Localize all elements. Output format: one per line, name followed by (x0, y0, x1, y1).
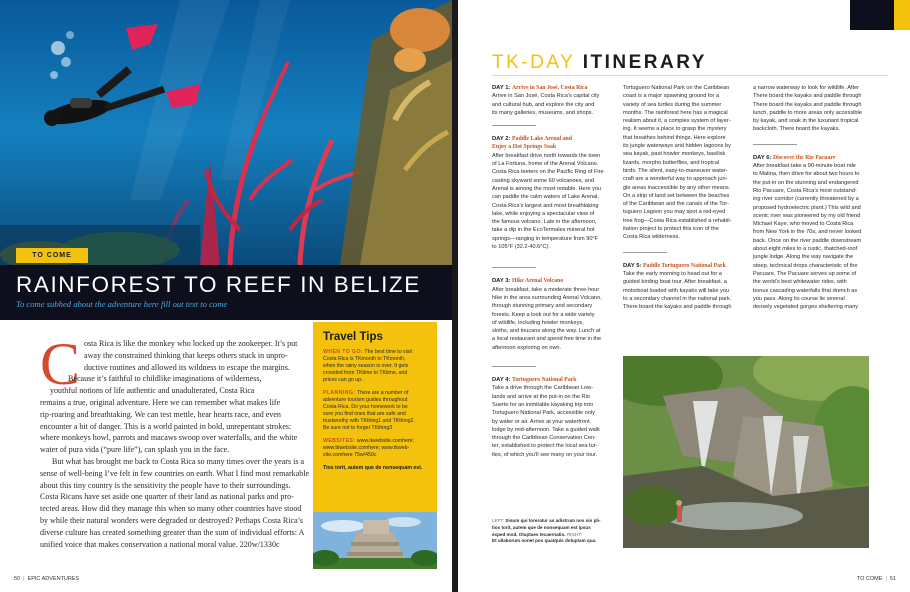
caption-label: LEFT: (492, 518, 504, 523)
body-line: ductive routines and allowed its wildness to escape the margins. (84, 362, 290, 372)
col-text: Costa Rica wilderness. (623, 234, 680, 241)
day-text: tles, of which you’ll see many on your tour. (492, 451, 598, 458)
col-text: tuguero Lagoon you may spot a red-eyed (623, 209, 726, 216)
day-text: After breakfast drive north towards the town (492, 152, 601, 159)
itinerary-title (492, 52, 707, 74)
col-text: coast is a major spawning ground for a (623, 93, 720, 100)
day-number: DAY 1: (492, 85, 511, 91)
day-title: Tortuguero National Park (512, 377, 577, 384)
day-5 (623, 262, 747, 312)
day-text: the put-in on the stunning and endangered (753, 179, 859, 186)
day-number: DAY 3: (492, 278, 511, 285)
page-number: 51 (889, 576, 896, 582)
day-text: to Matina, then drive for about two hours to (753, 171, 860, 178)
tips-text: Be sure not to forget TKthing3 (323, 425, 393, 431)
day-text: ter, established to protect the local sea tur- (492, 443, 598, 450)
day-text: to a secondary channel in the national park. (623, 295, 732, 302)
day-6 (753, 154, 883, 312)
tips-label: WEBSITES: (323, 438, 356, 444)
day-title: Paddle Tortuguero National Park (643, 262, 726, 269)
day-text: After breakfast, take a moderate three-hour (492, 286, 600, 293)
day-text: motorboat loaded with kayaks will take you (623, 287, 730, 294)
divider (492, 267, 536, 268)
day-number: DAY 4: (492, 377, 511, 384)
col-text: months. The rainforest here has a magical (623, 109, 728, 116)
body-line: unified voice that makes conservation a national moral value. 220w/1330c (40, 539, 280, 549)
day-text: hike in the area surrounding Arenal Volcano, (492, 294, 602, 301)
col-text: by kayak, and soak in the luxuriant tropical (753, 118, 859, 125)
day-text: bonus cascading waterfalls that drench as (753, 287, 858, 294)
itinerary-column-2 (623, 84, 747, 311)
tips-text: crowded from TKtime to TKtime, and (323, 370, 408, 376)
body-line: water of pura vida (“pure life”), can splash you in the face. (40, 445, 230, 455)
col-text: birds. The silent, easy-to-maneuver water- (623, 167, 728, 174)
day-4 (492, 376, 620, 459)
ruin-illustration (313, 512, 437, 569)
tips-text: trustworthy with TKthing1 and TKthing2. (323, 418, 415, 424)
section-name: TO COME (856, 576, 883, 582)
day-text: sloths, and toucans along the way. Lunch at (492, 328, 601, 335)
body-line: away the constrained thinking that keeps others stuck in unpro- (84, 350, 288, 360)
day-number: DAY 6: (753, 154, 772, 161)
photo-caption (492, 518, 610, 545)
page-footer-right: TO COME | 51 (856, 576, 896, 582)
body-line: tected areas. How did they manage this when so many other countries have stood (40, 504, 302, 514)
divider (753, 144, 797, 145)
body-line: by while their natural wonders were degraded or destroyed? Perhaps Costa Rica’s (40, 515, 304, 525)
day-text: you pass. Along its course lie several (753, 295, 845, 302)
tips-when-to-go (323, 349, 427, 384)
day-text: jungle lodge. Along the way navigate the (753, 254, 854, 261)
day-text: of wildlife, including howler monkeys, (492, 319, 584, 326)
day-text: Arrive in San José, Costa Rica’s capital city (492, 93, 600, 100)
day-text: from New York in the 70s, and never looked (753, 229, 862, 236)
col-text: itation project to protect this icon of the (623, 226, 719, 233)
day-title: Hike Arenal Volcano (512, 278, 564, 285)
day-text: can paddle the calm waters of Lake Arenal, (492, 194, 599, 201)
day-text: by water or air. Arrive at your waterfront (492, 418, 590, 425)
drop-cap: C (40, 331, 81, 397)
tips-text: www.tkwebsite.comhere; www.tkweb- (323, 445, 410, 451)
tips-footer: Tios torit, autem que de nonsequam est. (323, 465, 423, 471)
tips-planning (323, 390, 427, 432)
day-text: back. Once on the river paddle downstream (753, 237, 862, 244)
title-rule (492, 75, 888, 76)
day-text: through stunning primary and secondary (492, 303, 593, 310)
body-line: But what has brought me back to Costa Rica so many times over the years is a (52, 456, 305, 466)
col-text: lunch, paddle to more areas only accessible (753, 109, 862, 116)
caption-text: Sinum qui toreratur as adistrum nos sin pli- (505, 518, 601, 523)
day-text: to 105°F (32.2-40.6°C). (492, 244, 550, 251)
section-tag: TO COME (16, 248, 88, 263)
day-number: DAY 5: (623, 262, 642, 269)
day-text: Pacuare. The Pacuare serves up some of (753, 270, 857, 277)
body-line: rip-roaring and breathtaking. We can test mettle, hear hearts race, and even (40, 409, 281, 419)
reef-illustration (0, 0, 452, 265)
day-text: afternoon exploring on own. (492, 344, 562, 351)
caption-text: tios torit, autem que de nonsequam est ipsus (492, 524, 591, 530)
col-text: realism about it, a complex system of layer- (623, 118, 731, 125)
day-text: proposed hydroelectric plant.) This wild and (753, 204, 861, 211)
body-line: diverse culture has created something greater than the sum of individual efforts: A (40, 527, 305, 537)
day-text: Rio Pacuare, Costa Rica’s most outstand- (753, 187, 857, 194)
day-2 (492, 135, 620, 251)
col-text: of the Caribbean and the canals of the Tor- (623, 201, 729, 208)
travel-tips-box (313, 322, 437, 512)
day-text: lodge by mid-afternoon. Take a guided walk (492, 426, 600, 433)
tips-text: Costa Rica is TKmonth to TKmonth, (323, 356, 406, 362)
maya-ruin-photo (313, 512, 437, 569)
article-subtitle: To come subhed about the adventure here fill out text to come (16, 299, 228, 309)
body-line: osta Rica is like the monkey who locked up the zookeeper. It’s put (84, 339, 298, 348)
body-line: sense of well-being I’ve felt in few countries on earth. What I find most remarkable (40, 468, 310, 478)
divider (492, 366, 536, 367)
day-text: of La Fortuna, home of the Arenal Volcano. (492, 161, 599, 168)
col-text: There board the kayaks and paddle through (753, 101, 862, 108)
day-text: casting skyward some 60 volcanoes, and (492, 177, 594, 184)
tips-text: adventure tourism guides throughout (323, 397, 408, 403)
day-text: Michael Kaye, who moved to Costa Rica (753, 221, 854, 228)
day-text: Arenal is among the most notable. Here you (492, 185, 602, 192)
left-page (0, 0, 452, 592)
day-text: guided birding boat tour. After breakfast, a (623, 279, 727, 286)
tips-text: prices can go up. (323, 377, 363, 383)
day-text: Take a drive through the Caribbean Low- (492, 385, 594, 392)
publication-name: EPIC ADVENTURES (27, 576, 80, 582)
col-text: Tortuguero National Park on the Caribbean (623, 85, 730, 91)
body-line: about this tiny country is the sensitivity the people have to their surroundings. (40, 480, 291, 490)
col-text: sea kayak, past howler monkeys, basilisk (623, 151, 726, 158)
caption-text: exped mod. Oluptaes tecaernatio. (492, 531, 566, 537)
col-text: its jungle waterways and hidden lagoons by (623, 143, 731, 150)
tips-label: PLANNING: (323, 390, 356, 396)
day-title: Enjoy a Hot Springs Soak (492, 144, 557, 151)
body-line: Because it’s faithful to childlike imaginations of wilderness, (68, 374, 262, 384)
tips-text: The best time to visit (364, 349, 412, 355)
day-text: densely vegetated gorges sheltering many (753, 304, 859, 311)
day-number: DAY 2: (492, 136, 511, 143)
day-text: There board the kayaks and paddle through (623, 304, 732, 311)
page-footer-left: 50 | EPIC ADVENTURES (14, 576, 80, 582)
col-text: lizards, morpho butterflies, and tropical (623, 159, 720, 166)
day-3 (492, 277, 620, 352)
body-line: youthful notions of life authentic and unadulterated, Costa Rica (50, 386, 255, 396)
day-text: Tortuguero National Park, accessible only (492, 410, 595, 417)
day-text: ing river corridor (currently threatened by a (753, 196, 859, 203)
divider (492, 125, 536, 126)
body-line: remains a true, original adventure. Here we can remember what makes life (40, 397, 281, 407)
tips-text: Costa Rica. Do your homework to be (323, 404, 408, 410)
day-title: Arrive in San José, Costa Rica (512, 85, 588, 91)
day-text: and cultural hub, and explore the city and (492, 101, 595, 108)
body-line: where monkeys howl, parrots and macaws swoop over waterfalls, and the white (40, 433, 298, 443)
day-text: After breakfast take a 90-minute boat ride (753, 163, 856, 170)
day-text: the famous volcano. Late in the afternoon, (492, 219, 597, 226)
body-line: encounter a bit of danger. This is a world painted in bold, unrepentant strokes: (40, 421, 292, 431)
tips-title: Travel Tips (323, 331, 383, 343)
day-text: Costa Rica’s largest and most breathtaking (492, 202, 599, 209)
day-text: scenic river was pioneered by my old friend (753, 212, 861, 219)
body-line: Costa Ricans have set aside one quarter of their land as national parks and pro- (40, 492, 294, 502)
tips-text: sure you find ones that are safe and (323, 411, 406, 417)
col-text: tree frog—Costa Rica established a rehabil- (623, 217, 732, 224)
col-text: backcloth. There board the kayaks. (753, 126, 840, 133)
col-text: that breathes behind things. Here explore (623, 134, 726, 141)
tips-text: There are a number of (356, 390, 409, 396)
tips-text: when the rainy season is over. It gets (323, 363, 409, 369)
day-text: take a dip in the EcoTermales mineral hot (492, 227, 595, 234)
waterfall-photo (623, 356, 869, 548)
day-text: about eight miles to a rustic, thatched-roof (753, 246, 858, 253)
day-text: lake, while enjoying a spectacular view of (492, 210, 595, 217)
itinerary-title-highlight: TK-DAY (492, 52, 575, 73)
corner-accent (894, 0, 910, 30)
itinerary-column-1 (492, 84, 620, 459)
tips-label: WHEN TO GO: (323, 349, 364, 355)
page-number: 50 (14, 576, 21, 582)
col-text: a narrow waterway to look for wildlife. After (753, 85, 860, 91)
day-text: forests. Keep a look out for a wide variety (492, 311, 595, 318)
tips-websites (323, 438, 427, 459)
itinerary-column-3 (753, 84, 883, 311)
day-text: the world’s best whitewater rides, with (753, 279, 847, 286)
tips-text: www.tkwebsite.comhere; (356, 438, 414, 444)
day-text: through the Caribbean Conservation Cen- (492, 435, 596, 442)
tips-text: site.comhere 75w/450c (323, 452, 377, 458)
col-text: gle areas inaccessible by any other means. (623, 184, 731, 191)
caption-text: Et ullaborum nonet pos quatquis doluptam qua. (492, 538, 597, 544)
right-page (458, 0, 910, 592)
day-title: Paddle Lake Arenal and (512, 136, 572, 143)
col-text: On a strip of land set between the beaches (623, 192, 730, 199)
day-text: lands and arrive at the put-in on the Rio (492, 393, 590, 400)
article-body (40, 338, 310, 550)
hero-photo-underwater (0, 0, 452, 265)
day-text: a local restaurant and spend free time in the (492, 336, 602, 343)
day-text: steep, technical drops characteristic of the (753, 262, 858, 269)
day-text: Suerte for an inimitable kayaking trip into (492, 401, 594, 408)
divider (623, 252, 667, 253)
day-text: Take the early morning to head out for a (623, 270, 722, 277)
day-text: its many galleries, museums, and shops. (492, 109, 594, 116)
itinerary-title-rest: ITINERARY (582, 52, 707, 73)
day-text: Costa Rica teeters on the Pacific Ring of Fire (492, 169, 604, 176)
day-title: Discover the Rio Pacuare (773, 154, 836, 161)
day-1 (492, 84, 620, 117)
col-text: ing. It seems a place to grasp the mystery (623, 126, 727, 133)
col-text: craft are a wonderful way to approach jun- (623, 176, 728, 183)
col-text: variety of sea turtles during the summer (623, 101, 722, 108)
day-text: springs—ranging in temperature from 90°F (492, 235, 599, 242)
waterfall-illustration (623, 356, 869, 548)
caption-label: RIGHT: (566, 531, 582, 537)
article-title: RAINFOREST TO REEF IN BELIZE (16, 272, 421, 297)
col-text: There board the kayaks and paddle through (753, 93, 862, 100)
